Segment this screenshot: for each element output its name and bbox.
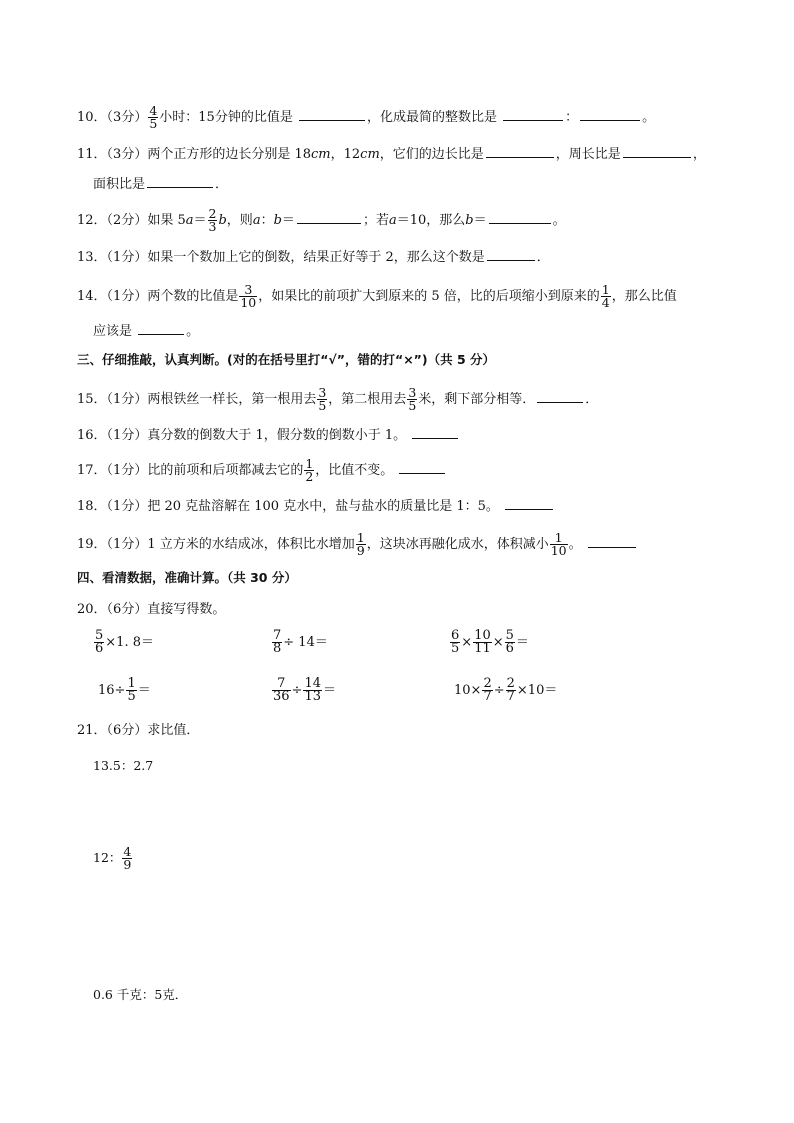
fraction: $\frac{2}{7}$ <box>506 676 515 704</box>
ratio-problem-3: 0.6 千克：5克． <box>93 987 188 1002</box>
calc-expr-5: $\frac{7}{36}$ ÷ $\frac{14}{13}$ ＝ <box>273 676 337 704</box>
calc-expr-1: $\frac{5}{6}$ ×1. 8＝ <box>95 628 154 656</box>
calc-expr-2: $\frac{7}{8}$ ÷ 14＝ <box>273 628 328 656</box>
answer-blank[interactable] <box>623 146 691 158</box>
fraction: $\frac{7}{36}$ <box>273 676 290 704</box>
question-14: 14．（1分）两个数的比值是 $\frac{3}{10}$ ，如果比的前项扩大到原来的 5 倍，比的后项缩小到原来的 $\frac{1}{4}$ ，那么比值 <box>77 282 677 310</box>
answer-blank[interactable] <box>138 323 184 335</box>
section-4-title: 四、看清数据，准确计算。（共 30 分） <box>77 570 297 585</box>
calc-expr-6: 10× $\frac{2}{7}$ ÷ $\frac{2}{7}$ ×10＝ <box>454 676 558 704</box>
question-11-cont: 面积比是 ． <box>93 177 229 192</box>
fraction: $\frac{3}{5}$ <box>318 385 327 413</box>
question-15: 15．（1分）两根铁丝一样长，第一根用去 $\frac{3}{5}$ ，第二根用去 $\frac{3}{5}$ 米，剩下部分相等． ． <box>77 385 599 413</box>
answer-blank[interactable] <box>580 109 640 121</box>
fraction: $\frac{4}{5}$ <box>149 103 158 131</box>
fraction: $\frac{10}{11}$ <box>474 628 491 656</box>
question-16: 16．（1分）真分数的倒数大于 1，假分数的倒数小于 1。 <box>77 427 460 444</box>
question-20: 20．（6分）直接写得数。 <box>77 602 226 617</box>
answer-blank[interactable] <box>588 536 636 548</box>
fraction: $\frac{1}{4}$ <box>601 282 610 310</box>
ratio-problem-1: 13.5：2.7 <box>93 758 154 773</box>
answer-blank[interactable] <box>486 146 554 158</box>
fraction: $\frac{7}{8}$ <box>273 628 282 656</box>
calc-expr-3: $\frac{6}{5}$ × $\frac{10}{11}$ × $\frac{5}{6}$ ＝ <box>451 628 529 656</box>
question-17: 17．（1分）比的前项和后项都减去它的 $\frac{1}{2}$ ，比值不变。 <box>77 458 447 483</box>
answer-blank[interactable] <box>147 176 213 188</box>
fraction: $\frac{3}{5}$ <box>408 385 417 413</box>
answer-blank[interactable] <box>412 427 458 439</box>
answer-blank[interactable] <box>297 212 361 224</box>
fraction: $\frac{1}{9}$ <box>356 530 365 558</box>
answer-blank[interactable] <box>503 109 563 121</box>
answer-blank[interactable] <box>505 498 553 510</box>
question-10: 10．（3分） $\frac{4}{5}$ 小时：15分钟的比值是 ，化成最简的整数比是 ： 。 <box>77 103 656 131</box>
fraction: $\frac{1}{10}$ <box>550 530 567 558</box>
calc-expr-4: 16÷ $\frac{1}{5}$ ＝ <box>98 676 151 704</box>
fraction: $\frac{2}{3}$ <box>208 206 217 234</box>
question-12: 12．（2分）如果 5a＝ $\frac{2}{3}$ b，则a：b＝ ；若a＝10，那么b＝ 。 <box>77 206 566 234</box>
fraction: $\frac{1}{2}$ <box>305 456 314 484</box>
fraction: $\frac{2}{7}$ <box>483 676 492 704</box>
fraction: $\frac{3}{10}$ <box>240 282 257 310</box>
ratio-problem-2: 12： $\frac{4}{9}$ <box>93 844 132 872</box>
answer-blank[interactable] <box>487 249 535 261</box>
answer-blank[interactable] <box>299 109 365 121</box>
fraction: $\frac{14}{13}$ <box>304 676 321 704</box>
answer-blank[interactable] <box>537 391 583 403</box>
fraction: $\frac{6}{5}$ <box>451 628 460 656</box>
fraction: $\frac{4}{9}$ <box>123 844 132 872</box>
question-13: 13．（1分）如果一个数加上它的倒数，结果正好等于 2，那么这个数是 ． <box>77 250 550 265</box>
answer-blank[interactable] <box>399 462 445 474</box>
fraction: $\frac{1}{5}$ <box>127 676 136 704</box>
question-19: 19．（1分）1 立方米的水结成冰，体积比水增加 $\frac{1}{9}$ ，这块冰再融化成水，体积减小 $\frac{1}{10}$ 。 <box>77 532 638 557</box>
question-18: 18．（1分）把 20 克盐溶解在 100 克水中，盐与盐水的质量比是 1：5。 <box>77 498 555 515</box>
question-11: 11．（3分）两个正方形的边长分别是 18cm，12cm，它们的边长比是 ，周长比是 ， <box>77 147 706 162</box>
section-3-title: 三、仔细推敲，认真判断。(对的在括号里打“√”，错的打“×”)（共 5 分） <box>77 352 496 367</box>
fraction: $\frac{5}{6}$ <box>505 628 514 656</box>
question-14-cont: 应该是 。 <box>93 324 200 339</box>
question-21: 21．（6分）求比值． <box>77 723 200 738</box>
answer-blank[interactable] <box>489 212 551 224</box>
fraction: $\frac{5}{6}$ <box>95 628 104 656</box>
